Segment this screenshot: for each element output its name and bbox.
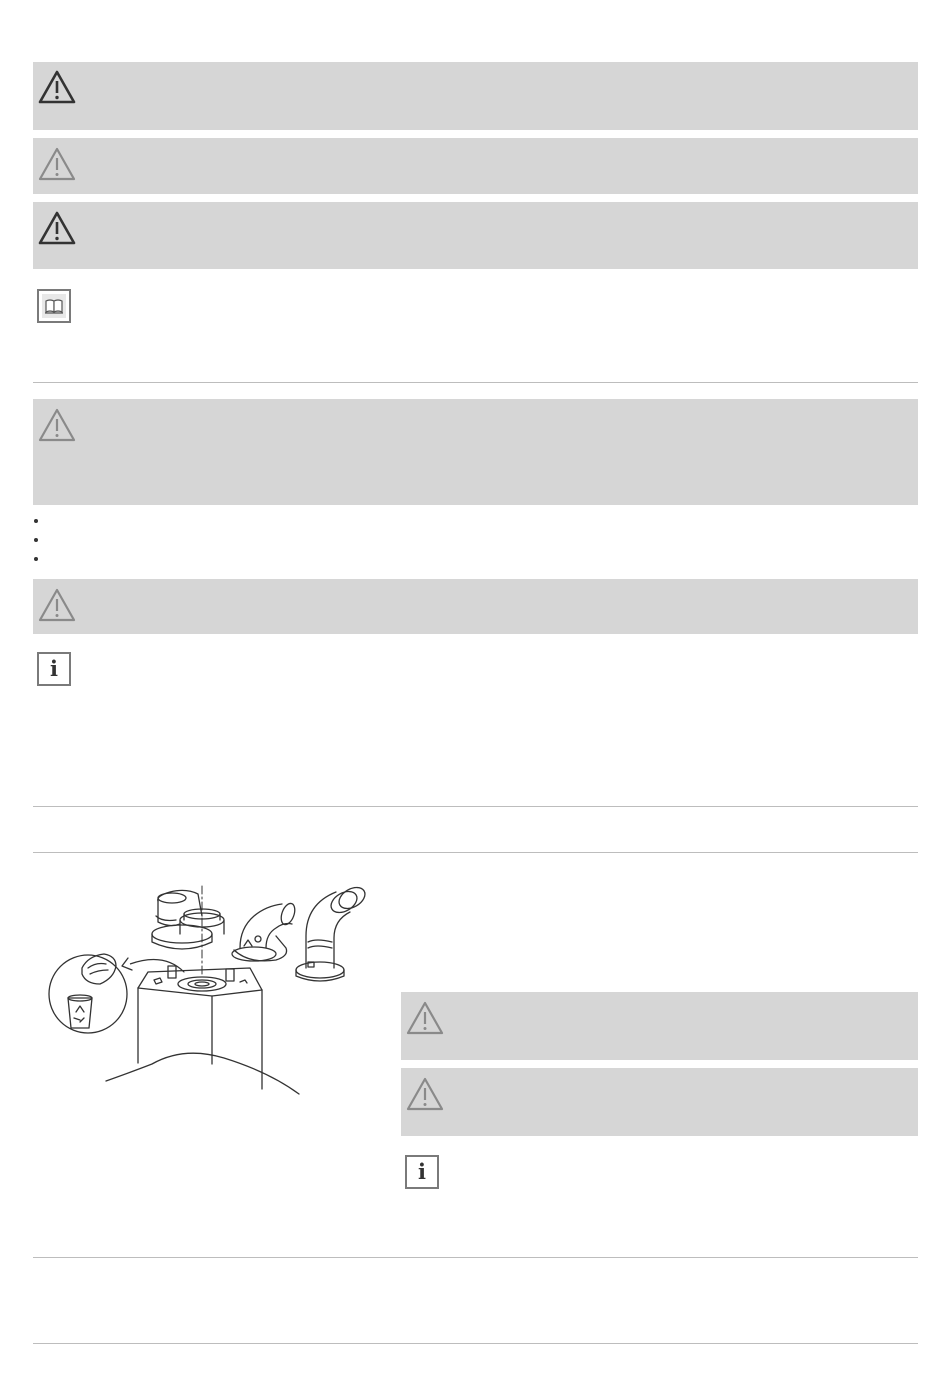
elbow-pipe-icon [296, 883, 369, 981]
section-divider [33, 806, 918, 807]
warning-notice-1 [33, 62, 918, 130]
manual-book-icon [37, 289, 71, 323]
recycle-bin-icon [49, 954, 127, 1033]
flue-adapters-illustration [44, 876, 374, 1101]
info-icon: i [37, 652, 71, 686]
caution-notice-3 [33, 579, 918, 634]
info-icon: i [405, 1155, 439, 1189]
caution-triangle-icon [405, 1076, 445, 1112]
section-divider [33, 382, 918, 383]
page-bottom-divider [33, 1343, 918, 1344]
caution-triangle-icon [405, 1000, 445, 1036]
warning-triangle-icon [37, 69, 77, 105]
section-divider [33, 852, 918, 853]
warning-triangle-icon [37, 210, 77, 246]
boiler-icon [138, 966, 262, 1089]
caution-triangle-icon [37, 146, 77, 182]
section-divider [33, 1257, 918, 1258]
warning-notice-2 [33, 202, 918, 269]
caution-notice-2 [33, 399, 918, 505]
caution-notice-4 [401, 992, 918, 1060]
list-item-bullet [34, 557, 38, 561]
caution-notice-1 [33, 138, 918, 194]
caution-notice-5 [401, 1068, 918, 1136]
list-item-bullet [34, 538, 38, 542]
caution-triangle-icon [37, 407, 77, 443]
flue-adapter-icon [152, 890, 224, 949]
elbow-adapter-icon [232, 902, 297, 961]
caution-triangle-icon [37, 587, 77, 623]
list-item-bullet [34, 519, 38, 523]
